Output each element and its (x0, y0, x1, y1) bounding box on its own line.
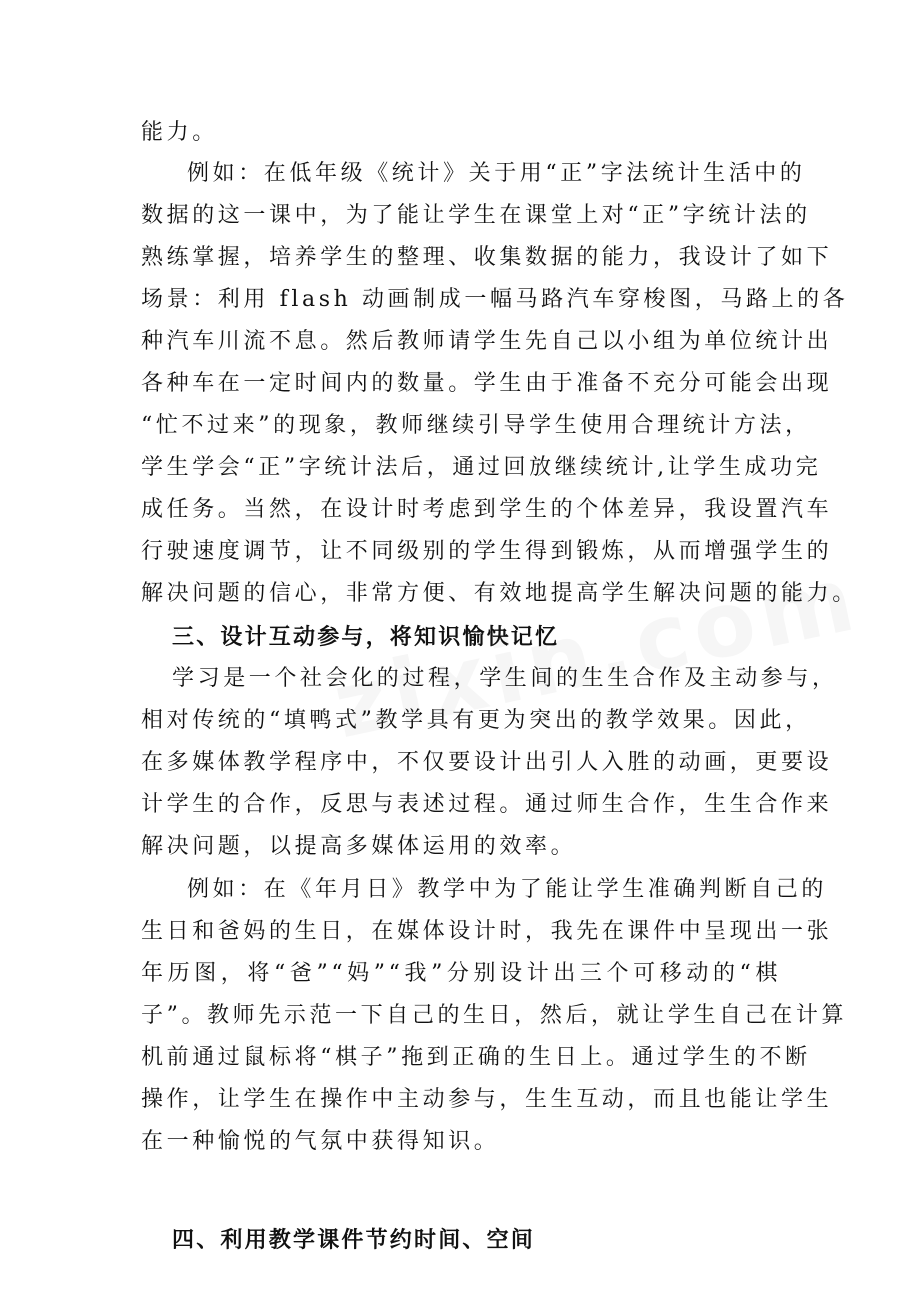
text-line: “忙不过来”的现象，教师继续引导学生使用合理统计方法， (141, 413, 811, 438)
text-line: 相对传统的“填鸭式”教学具有更为突出的教学效果。因此， (141, 708, 811, 733)
text-line: 成任务。当然，在设计时考虑到学生的个体差异，我设置汽车 (141, 497, 833, 522)
text-line: 子”。教师先示范一下自己的生日，然后，就让学生自己在计算 (141, 1003, 848, 1028)
text-line: 生日和爸妈的生日，在媒体设计时，我先在课件中呈现出一张 (141, 919, 833, 944)
text-line: 种汽车川流不息。然后教师请学生先自己以小组为单位统计出 (141, 329, 833, 354)
text-line: 年历图，将“爸”“妈”“我”分别设计出三个可移动的“棋 (141, 961, 781, 986)
text-line: 例如：在《年月日》教学中为了能让学生准确判断自己的 (187, 877, 828, 902)
text-line: 操作，让学生在操作中主动参与，生生互动，而且也能让学生 (141, 1087, 833, 1112)
text-line: 计学生的合作，反思与表述过程。通过师生合作，生生合作来 (141, 792, 833, 817)
text-line: 解决问题，以提高多媒体运用的效率。 (141, 834, 577, 859)
text-line: 场景：利用 flash 动画制成一幅马路汽车穿梭图，马路上的各 (141, 287, 849, 312)
text-line: 在一种愉悦的气氛中获得知识。 (141, 1129, 500, 1154)
text-line: 在多媒体教学程序中，不仅要设计出引人入胜的动画，更要设 (141, 750, 833, 775)
text-line: 数据的这一课中，为了能让学生在课堂上对“正”字统计法的 (141, 203, 811, 228)
text-line: 行驶速度调节，让不同级别的学生得到锻炼，从而增强学生的 (141, 539, 833, 564)
text-line: 各种车在一定时间内的数量。学生由于准备不充分可能会出现 (141, 371, 833, 396)
text-line: 能力。 (141, 120, 218, 145)
text-line: 机前通过鼠标将“棋子”拖到正确的生日上。通过学生的不断 (141, 1045, 811, 1070)
text-line: 熟练掌握，培养学生的整理、收集数据的能力，我设计了如下 (141, 245, 833, 270)
text-line: 解决问题的信心，非常方便、有效地提高学生解决问题的能力。 (141, 581, 858, 606)
text-line: 例如：在低年级《统计》关于用“正”字法统计生活中的 (187, 161, 806, 186)
text-line: 学生学会“正”字统计法后，通过回放继续统计,让学生成功完 (141, 455, 822, 480)
section-heading-3: 三、设计互动参与，将知识愉快记忆 (172, 624, 560, 650)
text-line: 学习是一个社会化的过程，学生间的生生合作及主动参与， (172, 666, 838, 691)
section-heading-4: 四、利用教学课件节约时间、空间 (172, 1227, 536, 1253)
